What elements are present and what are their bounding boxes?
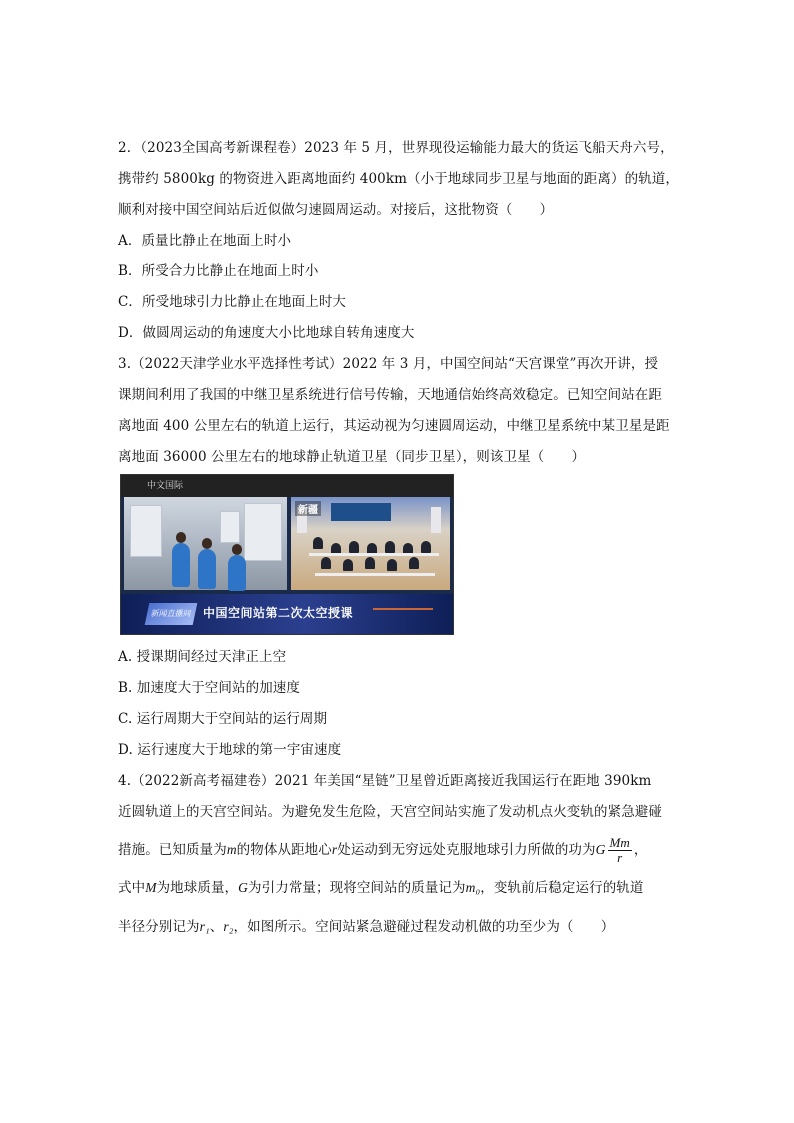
q4-stem-line-2: 近圆轨道上的天宫空间站。为避免发生危险，天宫空间站实施了发动机点火变轨的紧急避碰 [118, 804, 662, 820]
channel-label: 中文国际 [147, 481, 184, 491]
q3-stem-line-4: 离地面 36000 公里左右的地球静止轨道卫星（同步卫星），则该卫星（ ） [118, 449, 586, 465]
q2-stem-line-2: 携带约 5800kg 的物资进入距离地面约 400km（小于地球同步卫星与地面的距离）的轨道， [118, 171, 680, 187]
q3-stem-line-2: 课期间利用了我国的中继卫星系统进行信号传输，天地通信始终高效稳定。已知空间站在距 [118, 387, 662, 403]
q2-option-d: D．做圆周运动的角速度大小比地球自转角速度大 [118, 325, 415, 341]
q3-option-b: B. 加速度大于空间站的加速度 [118, 680, 301, 696]
banner-caption: 中国空间站第二次太空授课 [203, 606, 354, 620]
classroom-pane [291, 497, 450, 590]
location-tag: 新疆 [295, 501, 321, 516]
news-banner [121, 594, 453, 634]
q3-stem-line-1: 3.（2022天津学业水平选择性考试）2022 年 3 月，中国空间站“天宫课堂”再次开讲，授 [118, 356, 659, 372]
var-r2: r₂ [223, 919, 234, 934]
q2-option-b: B．所受合力比静止在地面上时小 [118, 263, 319, 279]
var-G2: G [238, 880, 249, 895]
q2-stem-line-1: 2．（2023全国高考新课程卷）2023 年 5 月，世界现役运输能力最大的货运飞船天舟六号， [118, 140, 674, 156]
var-r1: r₁ [199, 919, 210, 934]
space-station-pane [124, 497, 287, 590]
q3-stem-line-3: 离地面 400 公里左右的轨道上运行，其运动视为匀速圆周运动，中继卫星系统中某卫星是距 [118, 418, 670, 434]
q3-option-a: A. 授课期间经过天津正上空 [118, 649, 287, 665]
news-logo: 新闻直播间 [145, 603, 198, 625]
work-fraction: $\frac{Mm}{r}$ [609, 835, 630, 865]
photo-top-bar [121, 475, 453, 497]
q2-option-c: C．所受地球引力比静止在地面上时大 [118, 294, 347, 310]
var-M: M [145, 880, 157, 895]
q4-stem-line-3: 措施。已知质量为m的物体从距地心r处运动到无穷远处克服地球引力所做的功为G $\frac{Mm}{r}$ ， [118, 835, 648, 865]
q4-stem-line-4: 式中M为地球质量，G为引力常量；现将空间站的质量记为m₀，变轨前后稳定运行的轨道 [118, 880, 644, 896]
q2-stem-line-3: 顺利对接中国空间站后近似做匀速圆周运动。对接后，这批物资（ ） [118, 202, 554, 218]
q4-stem-line-1: 4.（2022新高考福建卷）2021 年美国“星链”卫星曾近距离接近我国运行在距地 390km [118, 773, 652, 789]
q2-option-a: A．质量比静止在地面上时小 [118, 233, 292, 249]
var-r: r [331, 842, 338, 857]
q3-option-d: D. 运行速度大于地球的第一宇宙速度 [118, 742, 342, 758]
q3-option-c: C. 运行周期大于空间站的运行周期 [118, 711, 328, 727]
var-G: G [595, 842, 606, 857]
var-m: m [226, 842, 237, 857]
space-class-photo [120, 474, 454, 635]
q4-stem-line-5: 半径分别记为r₁、r₂，如图所示。空间站紧急避碰过程发动机做的功至少为（ ） [118, 919, 615, 935]
var-m0: m₀ [465, 880, 481, 895]
